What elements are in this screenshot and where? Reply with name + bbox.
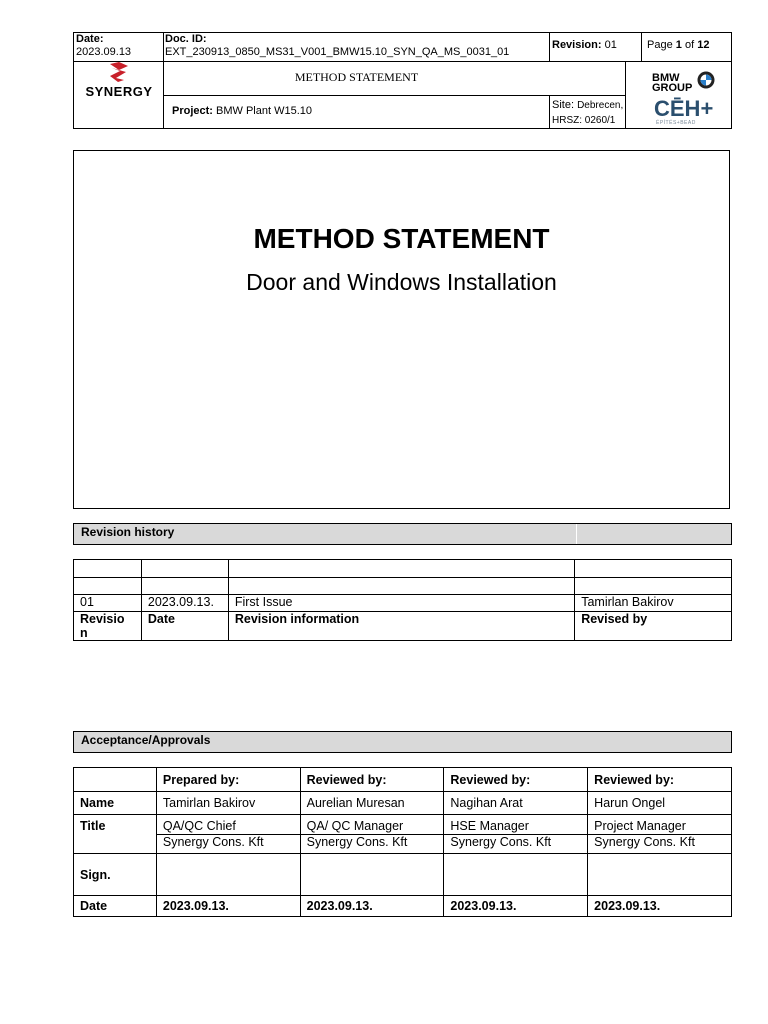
project-field xyxy=(172,105,312,118)
prepared-by-header: Prepared by: xyxy=(156,768,300,792)
site-label: Site: xyxy=(552,99,575,111)
approval-date: 2023.09.13. xyxy=(588,896,732,917)
approval-date: 2023.09.13. xyxy=(444,896,588,917)
docid-label: Doc. ID: xyxy=(165,33,207,45)
bmw-group-logo xyxy=(652,71,722,97)
col-revision: Revisio n xyxy=(74,612,142,641)
revision-number: 01 xyxy=(74,595,142,612)
approvals-table xyxy=(73,767,732,917)
reviewed-by-header: Reviewed by: xyxy=(588,768,732,792)
project-label: Project: xyxy=(172,105,213,117)
revision-info: First Issue xyxy=(228,595,574,612)
approver-company: Synergy Cons. Kft xyxy=(588,835,732,854)
approver-name: Tamirlan Bakirov xyxy=(156,792,300,815)
name-row xyxy=(74,792,732,815)
reviewed-by-header: Reviewed by: xyxy=(444,768,588,792)
ceh-text: CĒH+ xyxy=(654,96,714,121)
approvals-header-row xyxy=(74,768,732,792)
col-revision-info: Revision information xyxy=(228,612,574,641)
approver-company: Synergy Cons. Kft xyxy=(156,835,300,854)
page-number xyxy=(647,39,709,52)
bmw-roundel-icon xyxy=(697,71,715,89)
approvals-heading xyxy=(73,731,732,753)
page-total: 12 xyxy=(697,39,710,51)
title-row xyxy=(74,815,732,835)
doc-type: METHOD STATEMENT xyxy=(294,70,419,84)
signature-cell xyxy=(444,854,588,896)
revision-history-table xyxy=(73,559,732,641)
date-label: Date: xyxy=(76,33,104,45)
date-row xyxy=(74,896,732,917)
project-value: BMW Plant W15.10 xyxy=(216,105,313,117)
approval-date: 2023.09.13. xyxy=(300,896,444,917)
approval-date: 2023.09.13. xyxy=(156,896,300,917)
synergy-logo-text: SYNERGY xyxy=(85,84,153,99)
table-row xyxy=(74,560,732,578)
approver-company: Synergy Cons. Kft xyxy=(444,835,588,854)
approver-name: Harun Ongel xyxy=(588,792,732,815)
signature-cell xyxy=(300,854,444,896)
site-field xyxy=(552,98,623,128)
company-row xyxy=(74,835,732,854)
ceh-tagline: ÉPÍTÉS+BEAD xyxy=(656,120,696,126)
approver-name: Aurelian Muresan xyxy=(300,792,444,815)
revision-field xyxy=(552,39,617,52)
col-revised-by: Revised by xyxy=(575,612,732,641)
name-label: Name xyxy=(74,792,157,815)
revision-history-heading xyxy=(73,523,732,545)
revision-value: 01 xyxy=(604,39,617,51)
document-subtitle: Door and Windows Installation xyxy=(246,269,557,295)
title-label: Title xyxy=(74,815,157,835)
date-value: 2023.09.13 xyxy=(76,46,132,58)
synergy-logo xyxy=(80,62,158,100)
approvals-title: Acceptance/Approvals xyxy=(81,733,211,747)
reviewed-by-header: Reviewed by: xyxy=(300,768,444,792)
table-row xyxy=(74,578,732,595)
ceh-logo xyxy=(652,97,727,127)
page-prefix: Page xyxy=(647,39,673,51)
site-line2: HRSZ: 0260/1 xyxy=(552,115,616,126)
signature-cell xyxy=(156,854,300,896)
title-box xyxy=(73,150,730,509)
approver-company: Synergy Cons. Kft xyxy=(300,835,444,854)
docid-value: EXT_230913_0850_MS31_V001_BMW15.10_SYN_QA_MS_0031_01 xyxy=(165,46,510,58)
page-of: of xyxy=(684,39,695,51)
approver-title: QA/ QC Manager xyxy=(300,815,444,835)
page-current: 1 xyxy=(675,39,682,51)
document-header xyxy=(73,32,732,129)
sign-label: Sign. xyxy=(74,854,157,896)
revision-header-row xyxy=(74,612,732,641)
revision-date: 2023.09.13. xyxy=(141,595,228,612)
revision-label: Revision: xyxy=(552,39,602,51)
document-title: METHOD STATEMENT xyxy=(253,223,550,254)
bmw-text: BMW xyxy=(652,72,680,84)
revision-author: Tamirlan Bakirov xyxy=(575,595,732,612)
approver-title: Project Manager xyxy=(588,815,732,835)
col-date: Date xyxy=(141,612,228,641)
approver-name: Nagihan Arat xyxy=(444,792,588,815)
revision-history-title: Revision history xyxy=(81,525,175,539)
revision-row xyxy=(74,595,732,612)
site-value: Debrecen, xyxy=(577,100,624,111)
signature-row xyxy=(74,854,732,896)
approver-title: HSE Manager xyxy=(444,815,588,835)
approver-title: QA/QC Chief xyxy=(156,815,300,835)
date-row-label: Date xyxy=(74,896,157,917)
signature-cell xyxy=(588,854,732,896)
group-text: GROUP xyxy=(652,82,693,94)
